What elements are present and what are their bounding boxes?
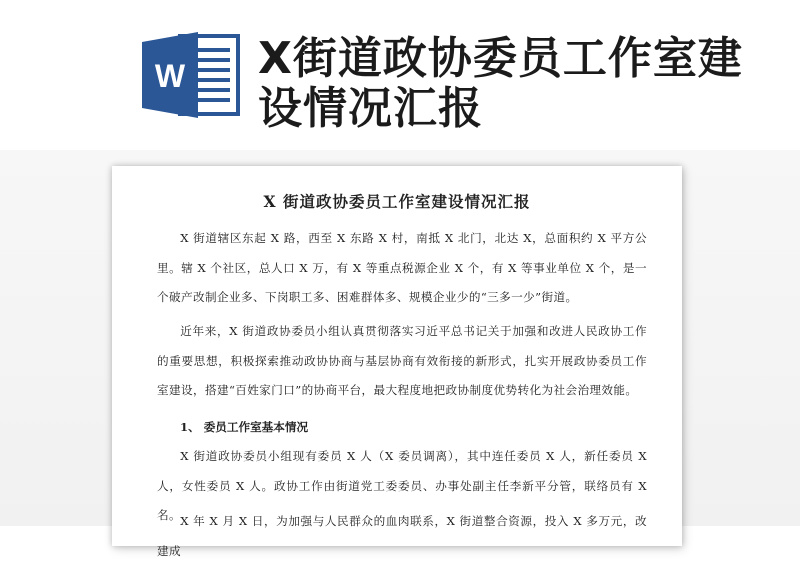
paragraph-4: X 年 X 月 X 日，为加强与人民群众的血肉联系，X 街道整合资源，投入 X 多万元，改建成	[157, 514, 647, 558]
document-page	[112, 166, 682, 558]
word-document-icon	[142, 32, 242, 118]
section-heading-1: 1、 委员工作室基本情况	[180, 420, 309, 434]
paragraph-1: X 街道辖区东起 X 路，西至 X 东路 X 村，南抵 X 北门，北达 X，总面积约 X 平方公里。辖 X 个社区，总人口 X 万，有 X 等重点税源企业 X 个，有 X 等事业单位 X 个，是一个破产改制企业多、下岗职工多、困难群体多、规模企业少的“三多一少”街道。	[157, 231, 647, 304]
banner	[0, 0, 800, 150]
banner-title: X街道政协委员工作室建设情况汇报	[258, 33, 743, 134]
paragraph-2: 近年来，X 街道政协委员小组认真贯彻落实习近平总书记关于加强和改进人民政协工作的重要思想，积极探索推动政协协商与基层协商有效衔接的新形式，扎实开展政协委员工作室建设，搭建“百姓家门口”的协商平台，最大程度地把政协制度优势转化为社会治理效能。	[157, 324, 647, 397]
document-title: X 街道政协委员工作室建设情况汇报	[263, 192, 531, 211]
paragraph-3: X 街道政协委员小组现有委员 X 人（X 委员调离），其中连任委员 X 人，新任委员 X 人，女性委员 X 人。政协工作由街道党工委委员、办事处副主任李新平分管，联络员有 X 名。	[157, 449, 647, 522]
word-letter: W	[154, 58, 186, 94]
